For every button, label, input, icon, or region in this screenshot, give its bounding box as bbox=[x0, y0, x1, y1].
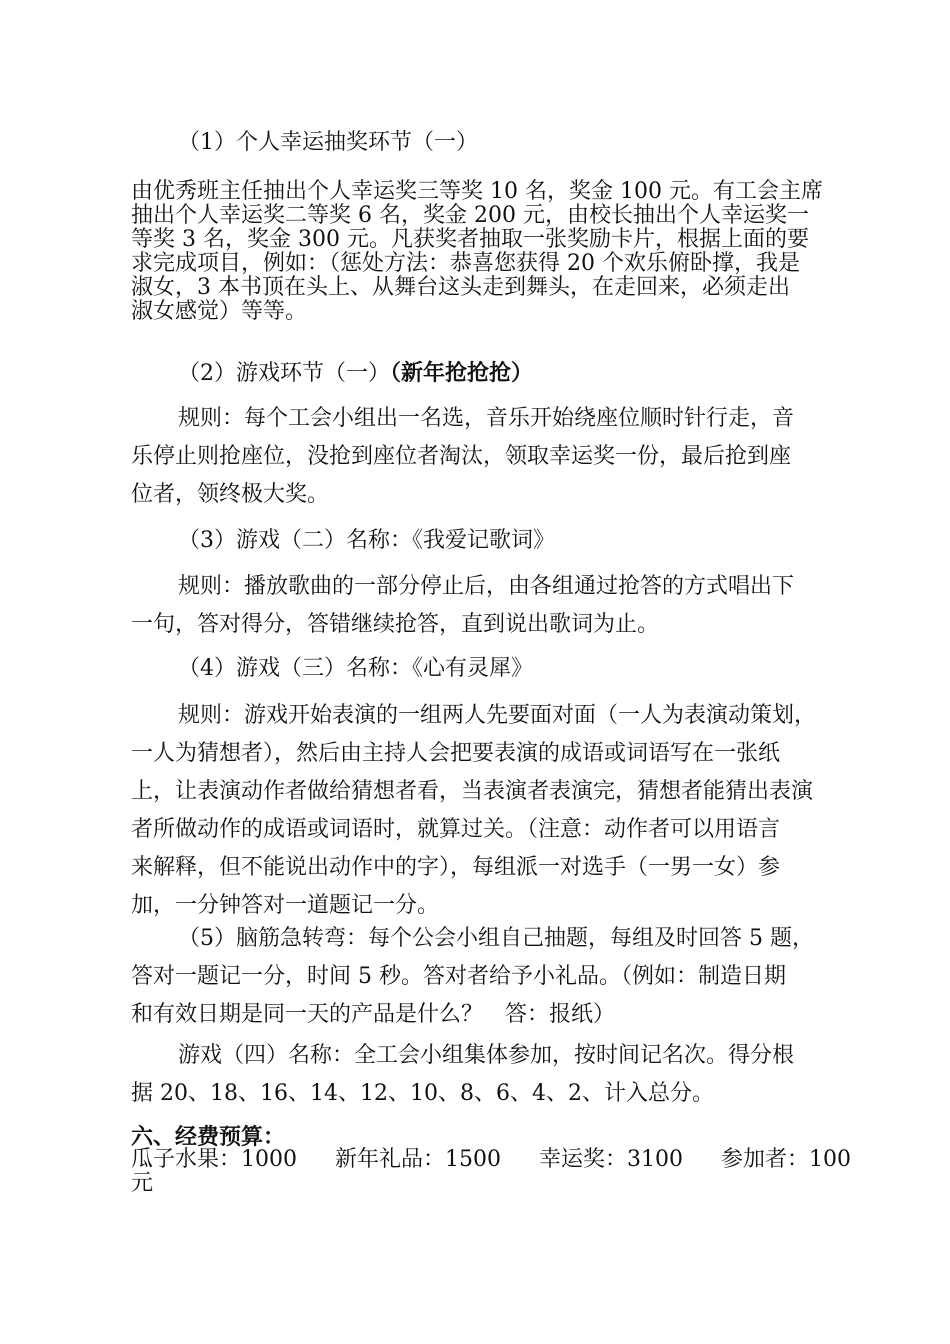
section-4-line: 一人为猜想者），然后由主持人会把要表演的成语或词语写在一张纸 bbox=[131, 741, 781, 766]
section-3-body bbox=[0, 568, 950, 644]
section-2-body bbox=[0, 400, 950, 514]
budget-item: 幸运奖：3100 bbox=[539, 1147, 683, 1172]
section-2-heading-bold: （新年抢抢抢） bbox=[390, 360, 534, 386]
section-5-body bbox=[0, 920, 950, 1034]
section-1-line: 抽出个人幸运奖二等奖 6 名，奖金 200 元，由校长抽出个人幸运奖一 bbox=[131, 203, 809, 228]
section-3-heading: （3）游戏（二）名称：《我爱记歌词》 bbox=[178, 528, 555, 553]
section-1-line: 由优秀班主任抽出个人幸运奖三等奖 10 名，奖金 100 元。有工会主席 bbox=[131, 179, 823, 204]
section-3-line: 规则：播放歌曲的一部分停止后，由各组通过抢答的方式唱出下 bbox=[178, 574, 795, 599]
section-2-line: 乐停止则抢座位，没抢到座位者淘汰，领取幸运奖一份，最后抢到座 bbox=[131, 444, 792, 469]
section-4-body bbox=[0, 697, 950, 925]
budget-item: 瓜子水果：1000 bbox=[131, 1147, 297, 1172]
section-4-line: 者所做动作的成语或词语时，就算过关。（注意：动作者可以用语言 bbox=[131, 817, 781, 842]
section-1-heading: （1）个人幸运抽奖环节（一） bbox=[178, 130, 478, 155]
section-2-heading bbox=[0, 362, 950, 385]
budget-unit: 元 bbox=[131, 1171, 154, 1196]
section-4-line: 加，一分钟答对一道题记一分。 bbox=[131, 893, 440, 918]
section-4-line: 来解释，但不能说出动作中的字），每组派一对选手（一男一女）参 bbox=[131, 855, 781, 880]
budget-item: 新年礼品：1500 bbox=[335, 1147, 501, 1172]
section-6-body bbox=[0, 1037, 950, 1113]
section-2-heading-text: （2）游戏环节（一） bbox=[178, 361, 390, 386]
budget-items bbox=[0, 1148, 950, 1196]
section-3-line: 一句，答对得分，答错继续抢答，直到说出歌词为止。 bbox=[131, 612, 660, 637]
budget-line bbox=[131, 1148, 950, 1172]
section-5-line: 答对一题记一分，时间 5 秒。答对者给予小礼品。（例如：制造日期 bbox=[131, 964, 786, 989]
section-1-line: 淑女，3 本书顶在头上、从舞台这头走到舞头，在走回来，必须走出 bbox=[131, 275, 790, 300]
section-1-line: 淑女感觉）等等。 bbox=[131, 299, 308, 324]
section-4-line: 规则：游戏开始表演的一组两人先要面对面（一人为表演动策划， bbox=[178, 703, 817, 728]
section-4-heading: （4）游戏（三）名称：《心有灵犀》 bbox=[178, 656, 533, 681]
section-1-body bbox=[0, 180, 950, 324]
section-2-line: 位者，领终极大奖。 bbox=[131, 482, 330, 507]
section-2-line: 规则：每个工会小组出一名选，音乐开始绕座位顺时针行走，音 bbox=[178, 406, 795, 431]
section-1-line: 求完成项目，例如：（惩处方法：恭喜您获得 20 个欢乐俯卧撑，我是 bbox=[131, 251, 800, 276]
budget-title: 六、经费预算： bbox=[131, 1124, 286, 1150]
section-6-line: 据 20、18、16、14、12、10、8、6、4、2、计入总分。 bbox=[131, 1081, 714, 1106]
budget-item: 参加者：100 bbox=[721, 1147, 851, 1172]
section-5-line: 和有效日期是同一天的产品是什么？ 答：报纸） bbox=[131, 1002, 616, 1027]
section-4-line: 上，让表演动作者做给猜想者看，当表演者表演完，猜想者能猜出表演 bbox=[131, 779, 814, 804]
section-1-line: 等奖 3 名，奖金 300 元。凡获奖者抽取一张奖励卡片，根据上面的要 bbox=[131, 227, 809, 252]
section-6-line: 游戏（四）名称：全工会小组集体参加，按时间记名次。得分根 bbox=[178, 1043, 795, 1068]
section-5-line: （5）脑筋急转弯：每个公会小组自己抽题，每组及时回答 5 题， bbox=[178, 926, 814, 951]
